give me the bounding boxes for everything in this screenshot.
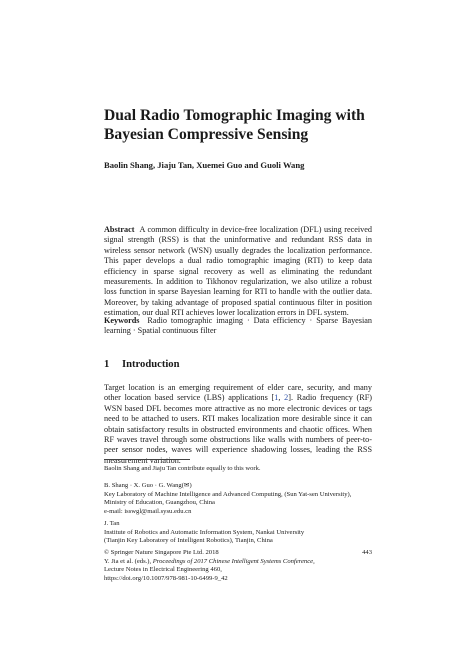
citation-link-1[interactable]: 1 (274, 393, 279, 403)
page-number: 443 (362, 549, 372, 556)
citation-link-2[interactable]: 2 (284, 393, 289, 403)
intro-text-rest: ]. Radio frequency (RF) WSN based DFL becomes more attractive as no more electronic devices or tags need to be attached to users. RTI makes localization more desirable since it can obtain satisfactory results in obstructed environments and chaotic offices. When RF waves travel through some obstructions like walls with numbers of peer-to-peer sensor nodes, waves will experience shadowing losses, leading the RSS measurement variation. (104, 393, 373, 465)
author-list: Baolin Shang, Jiaju Tan, Xuemei Guo and Guoli Wang (104, 160, 305, 170)
intro-text-start: Target location is an emerging requirement of elder care, security, and many other location based service (LBS) applications [ (104, 383, 372, 403)
title-line-2: Bayesian Compressive Sensing (104, 126, 309, 143)
abstract-label: Abstract (104, 225, 135, 234)
affiliation-2 (104, 520, 404, 546)
intro-paragraph (104, 383, 372, 466)
proceedings-line (104, 558, 354, 567)
series-line: Lecture Notes in Electrical Engineering 460, (104, 566, 222, 574)
doi-link[interactable]: https://doi.org/10.1007/978-981-10-6499-9_42 (104, 574, 228, 582)
abstract-text: A common difficulty in device-free localization (DFL) using received signal strength (RSS) is that the uninformative and redundant RSS data in wireless sensor network (WSN) usually degrades the localization performance. This paper develops a dual radio tomographic imaging (RTI) to keep data efficiency in sparse signal recovery as well as eliminating the redundant measurements. In addition to Tikhonov regularization, we also utilize a robust loss function in sparse Bayesian learning for RTI to handle with the outlier data. Moreover, by taking advantage of proposed spatial continuous filter in position estimation, our dual RTI achieves lower localization errors in DFL system. (104, 225, 372, 318)
keywords-text: Radio tomographic imaging · Data efficiency · Sparse Bayesian learning · Spatial continuous filter (104, 316, 372, 336)
section-number: 1 (104, 359, 110, 370)
proceedings-title: Proceedings of 2017 Chinese Intelligent Systems Conference, (152, 557, 315, 565)
copyright-line: © Springer Nature Singapore Pte Ltd. 2018 (104, 549, 219, 556)
footnote-divider (104, 459, 190, 460)
contribution-note: Baolin Shang and Jiaju Tan contribute equally to this work. (104, 465, 261, 472)
affiliation-2-lab: (Tianjin Key Laboratory of Intelligent Robotics), Tianjin, China (104, 537, 273, 545)
keywords-label: Keywords (104, 316, 140, 325)
title-line-1: Dual Radio Tomographic Imaging with (104, 107, 365, 124)
affiliation-1 (104, 482, 404, 516)
affiliation-2-institute: Institute of Robotics and Automatic Information System, Nankai University (104, 528, 305, 536)
affiliation-1-email[interactable]: e-mail: isswgl@mail.sysu.edu.cn (104, 507, 192, 515)
affiliation-2-author: J. Tan (104, 520, 120, 527)
affiliation-1-lab: Key Laboratory of Machine Intelligence and Advanced Computing, (Sun Yat-sen University), (104, 490, 352, 498)
affiliation-1-authors: B. Shang · X. Guo · G. Wang(✉) (104, 482, 192, 489)
section-heading (104, 358, 180, 371)
abstract (104, 225, 372, 319)
affiliation-1-location: Ministry of Education, Guangzhou, China (104, 499, 215, 507)
section-title: Introduction (122, 359, 180, 370)
citation-separator: , (278, 393, 285, 403)
copyright-block (104, 549, 354, 583)
editors: Y. Jia et al. (eds.), (104, 557, 153, 565)
paper-title (104, 106, 404, 144)
keywords (104, 316, 372, 337)
